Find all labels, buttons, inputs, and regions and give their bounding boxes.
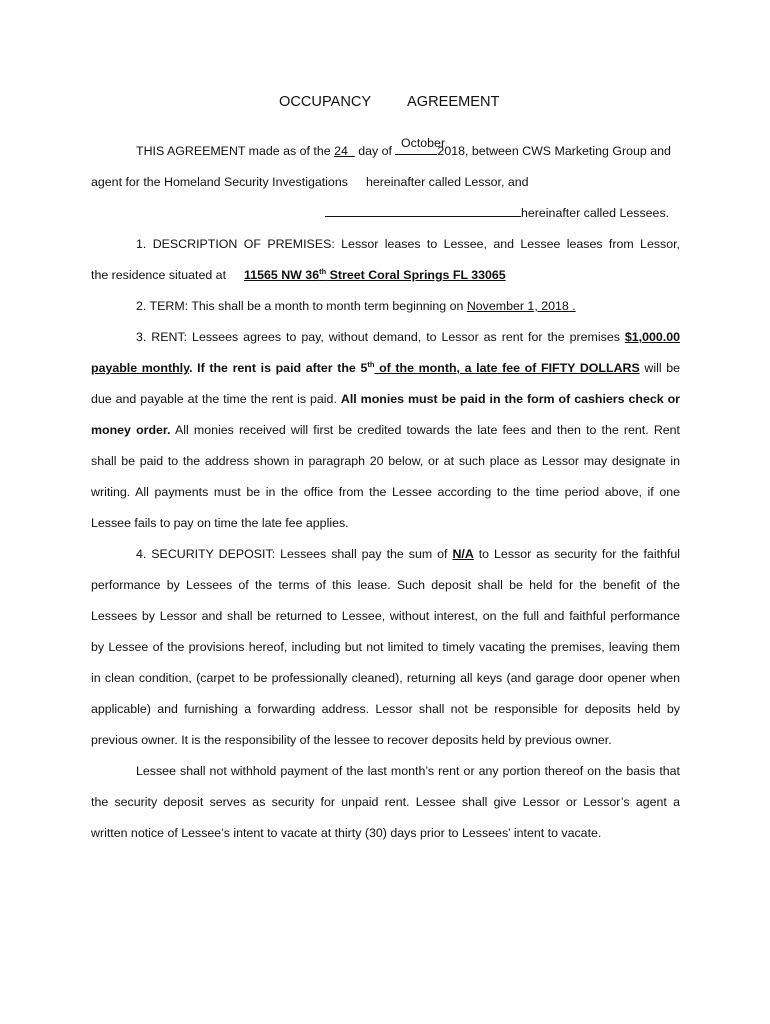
section-3-line-7: Lessee fails to pay on time the late fee applies. <box>91 516 349 530</box>
section-4-line-7: previous owner. It is the responsibility of the lessee to recover deposits held by previous owner. <box>91 733 612 747</box>
late-fee-text: of the month, a late fee of FIFTY DOLLARS <box>374 361 640 375</box>
address-part-a: 11565 NW 36 <box>244 268 320 282</box>
lessees-name-field[interactable] <box>325 205 521 217</box>
late-clause-d: will be <box>639 361 681 375</box>
day-value: 24 <box>334 144 348 158</box>
deposit-text-a: 4. SECURITY DEPOSIT: Lessees shall pay the sum of <box>136 547 453 561</box>
late-clause-sup: th <box>367 360 375 369</box>
intro-text-b: day of <box>354 144 396 158</box>
rent-line4-b: All monies received will first be credited towards the late fees and then to the rent. Rent <box>170 423 680 437</box>
section-3-line-6: writing. All payments must be in the office from the Lessee according to the time period above, if one <box>91 485 680 499</box>
rent-text: 3. RENT: Lessees agrees to pay, without demand, to Lessor as rent for the premises <box>136 330 625 344</box>
term-start-date <box>467 299 576 313</box>
section-3-line-1 <box>136 330 680 345</box>
money-order-bold: money order. <box>91 423 171 437</box>
address-sup: th <box>319 267 327 276</box>
section-3-line-2 <box>91 361 680 376</box>
payment-form-bold: All monies must be paid in the form of cashiers check or <box>340 392 680 406</box>
intro-line-3 <box>325 205 669 221</box>
section-1-line-1: 1. DESCRIPTION OF PREMISES: Lessor leases to Lessee, and Lessee leases from Lessor, <box>136 237 680 251</box>
section-4-line-6: applicable) and furnishing a forwarding address. Lessor shall not be responsible for deposits held by <box>91 702 680 716</box>
paragraph-last-month-line-1: Lessee shall not withhold payment of the last month’s rent or any portion thereof on the basis that <box>136 764 680 778</box>
section-3-line-4 <box>91 423 680 438</box>
section-2-term <box>136 299 576 314</box>
late-clause-a: . If the rent is paid after the 5 <box>189 361 368 375</box>
rent-amount: $1,000.00 <box>624 330 680 344</box>
section-1-line-2 <box>91 268 226 283</box>
paragraph-last-month-line-2: the security deposit serves as security for unpaid rent. Lessee shall give Lessor or Lessor’s agent a <box>91 795 680 809</box>
day-field[interactable] <box>334 144 355 158</box>
deposit-text-b: to Lessor as security for the faithful <box>473 547 680 561</box>
section-3-line-3 <box>91 392 680 407</box>
address-part-b: Street Coral Springs FL 33065 <box>326 268 506 282</box>
rent-line3-a: due and payable at the time the rent is paid. <box>91 392 341 406</box>
section-4-line-4: by Lessee of the provisions hereof, including but not limited to timely vacating the premises, leaving them <box>91 640 680 654</box>
lessees-label: hereinafter called Lessees. <box>521 206 670 220</box>
intro-text-a: THIS AGREEMENT made as of the <box>136 144 335 158</box>
section-4-line-1 <box>136 547 680 562</box>
premises-address <box>244 268 506 283</box>
section-4-line-2: performance by Lessees of the terms of this lease. Such deposit shall be held for the benefit of the <box>91 578 680 592</box>
section-4-line-3: Lessees by Lessor and shall be returned to Lessee, without interest, on the full and faithful performance <box>91 609 680 623</box>
intro-line-2a: agent for the Homeland Security Investigations <box>91 175 348 189</box>
paragraph-last-month-line-3: written notice of Lessee’s intent to vacate at thirty (30) days prior to Lessees’ intent to vacate. <box>91 826 602 840</box>
payable-monthly: payable monthly <box>91 361 190 375</box>
deposit-amount: N/A <box>452 547 474 561</box>
section-4-line-5: in clean condition, (carpet to be professionally cleaned), returning all keys (and garage door opener when <box>91 671 680 685</box>
month-filled-value: October <box>401 136 446 150</box>
section-3-line-5: shall be paid to the address shown in paragraph 20 below, or at such place as Lessor may designate in <box>91 454 680 468</box>
term-date-value: November 1, 2018 <box>466 299 569 313</box>
residence-label: the residence situated at <box>91 268 227 282</box>
term-date-suffix: . <box>568 299 576 313</box>
title-occupancy: OCCUPANCY <box>279 94 372 110</box>
intro-text-c: 2018, between CWS Marketing Group and <box>437 144 671 158</box>
term-text: 2. TERM: This shall be a month to month term beginning on <box>136 299 467 313</box>
intro-line-2b: hereinafter called Lessor, and <box>366 175 529 189</box>
title-agreement: AGREEMENT <box>407 94 500 110</box>
